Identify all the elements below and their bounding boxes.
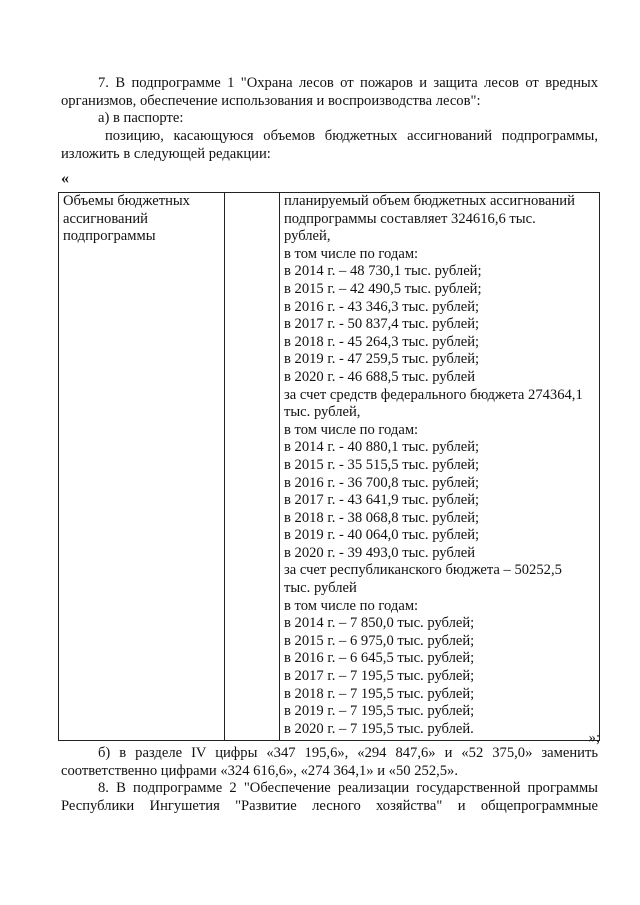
paragraph-item-b <box>61 745 598 780</box>
cell-line: в том числе по годам: <box>284 245 419 262</box>
cell-line: в 2020 г. – 7 195,5 тыс. рублей. <box>284 720 474 737</box>
cell-line: подпрограммы составляет 324616,6 тыс. <box>284 210 536 227</box>
cell-line: в 2019 г. – 7 195,5 тыс. рублей; <box>284 703 475 720</box>
cell-line: за счет средств федерального бюджета 274364,1 <box>284 386 583 403</box>
cell-line: в 2016 г. – 6 645,5 тыс. рублей; <box>284 650 475 667</box>
cell-line: подпрограммы <box>63 228 156 245</box>
paragraph-line: изложить в следующей редакции: <box>61 145 271 162</box>
cell-line: тыс. рублей, <box>284 404 361 421</box>
cell-line: в 2016 г. - 43 346,3 тыс. рублей; <box>284 298 480 315</box>
paragraph-position <box>61 128 598 163</box>
cell-line: в том числе по годам: <box>284 597 419 614</box>
cell-line: планируемый объем бюджетных ассигнований <box>284 193 575 209</box>
cell-line: за счет республиканского бюджета – 50252,5 <box>284 562 562 579</box>
cell-line: в 2020 г. - 46 688,5 тыс. рублей <box>284 368 476 385</box>
paragraph-line: а) в паспорте: <box>98 110 184 126</box>
budget-table <box>58 192 600 741</box>
cell-line: тыс. рублей <box>284 580 357 597</box>
paragraph-line: позицию, касающуюся объемов бюджетных ассигнований подпрограммы, <box>105 128 598 144</box>
cell-line: в 2017 г. – 7 195,5 тыс. рублей; <box>284 668 475 685</box>
closing-quote-mark: »; <box>588 730 600 746</box>
paragraph-line: 7. В подпрограмме 1 "Охрана лесов от пожаров и защита лесов от вредных <box>98 75 598 91</box>
cell-line: в 2016 г. - 36 700,8 тыс. рублей; <box>284 474 480 491</box>
cell-line: в 2019 г. - 47 259,5 тыс. рублей; <box>284 351 480 368</box>
cell-line: в 2018 г. - 45 264,3 тыс. рублей; <box>284 333 480 350</box>
cell-line: в 2015 г. – 42 490,5 тыс. рублей; <box>284 280 482 297</box>
cell-line: в 2014 г. – 48 730,1 тыс. рублей; <box>284 263 482 280</box>
cell-line: в 2017 г. - 43 641,9 тыс. рублей; <box>284 492 480 509</box>
table-cell-content <box>280 193 600 741</box>
cell-line: в 2014 г. – 7 850,0 тыс. рублей; <box>284 615 475 632</box>
paragraph-line: соответственно цифрами «324 616,6», «274 364,1» и «50 252,5». <box>61 762 459 779</box>
paragraph-line: б) в разделе IV цифры «347 195,6», «294 847,6» и «52 375,0» заменить <box>98 745 598 761</box>
cell-line: в том числе по годам: <box>284 421 419 438</box>
cell-line: Объемы бюджетных <box>63 193 190 209</box>
paragraph-line: организмов, обеспечение использования и воспроизводства лесов": <box>61 92 481 109</box>
paragraph-line: 8. В подпрограмме 2 "Обеспечение реализации государственной программы <box>98 780 598 796</box>
cell-line: в 2020 г. - 39 493,0 тыс. рублей <box>284 544 476 561</box>
cell-line: рублей, <box>284 228 331 245</box>
cell-line: в 2019 г. - 40 064,0 тыс. рублей; <box>284 527 480 544</box>
cell-line: в 2015 г. – 6 975,0 тыс. рублей; <box>284 632 475 649</box>
paragraph-item-a <box>61 110 598 128</box>
paragraph-item-8 <box>61 780 598 815</box>
table-cell-label <box>59 193 225 741</box>
cell-line: в 2014 г. - 40 880,1 тыс. рублей; <box>284 439 480 456</box>
paragraph-item-7 <box>61 75 598 110</box>
cell-line: в 2018 г. - 38 068,8 тыс. рублей; <box>284 509 480 526</box>
opening-quote-mark: « <box>61 170 69 187</box>
paragraph-line: Республики Ингушетия "Развитие лесного хозяйства" и общепрограммные <box>61 797 598 814</box>
table-cell-empty <box>225 193 280 741</box>
cell-line: в 2017 г. - 50 837,4 тыс. рублей; <box>284 316 480 333</box>
cell-line: в 2018 г. – 7 195,5 тыс. рублей; <box>284 685 475 702</box>
cell-line: в 2015 г. - 35 515,5 тыс. рублей; <box>284 456 480 473</box>
table-row <box>59 193 600 741</box>
cell-line: ассигнований <box>63 210 148 227</box>
